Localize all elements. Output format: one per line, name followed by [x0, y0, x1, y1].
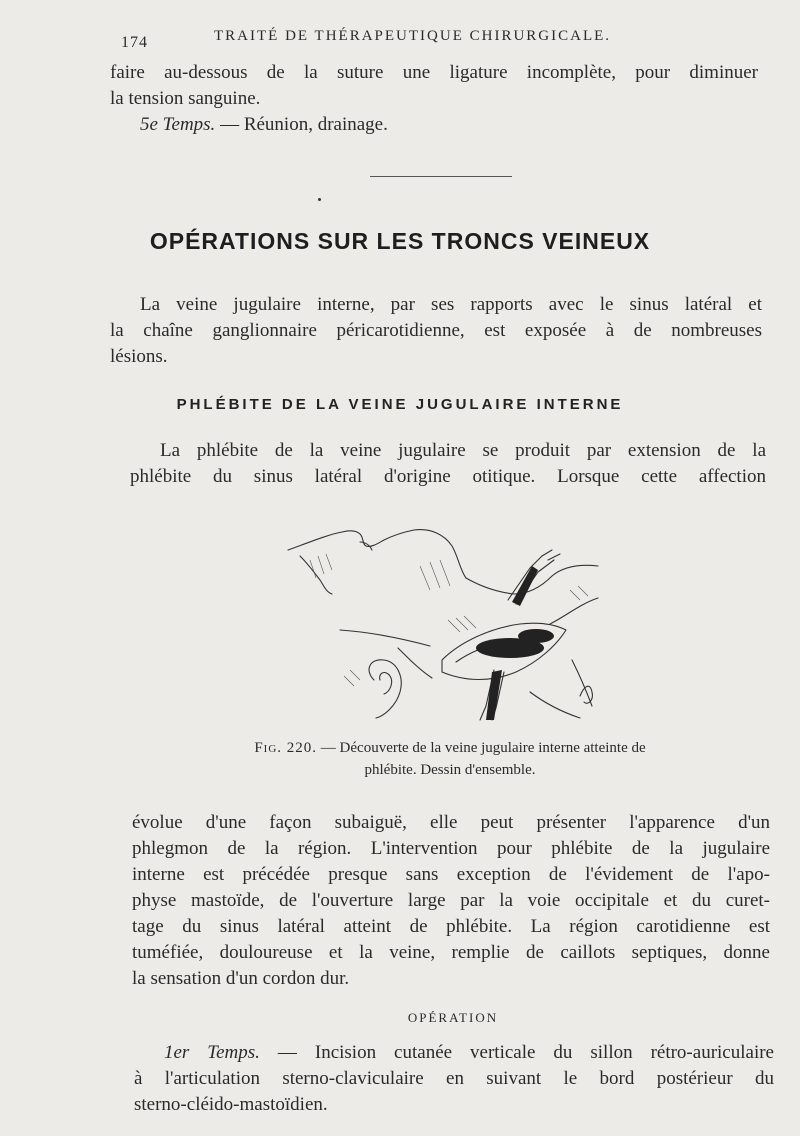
body-line: physe mastoïde, de l'ouverture large par la voie occipitale et du curet-	[132, 890, 770, 911]
operation-paragraph	[134, 1040, 774, 1118]
figure-caption	[200, 737, 700, 781]
body-line: phlébite du sinus latéral d'origine otitique. Lorsque cette affection	[130, 466, 766, 487]
running-title: TRAITÉ DE THÉRAPEUTIQUE CHIRURGICALE.	[214, 28, 612, 44]
body-line: La phlébite de la veine jugulaire se produit par extension de la	[160, 440, 766, 461]
caption-line: phlébite. Dessin d'ensemble.	[364, 762, 536, 778]
subsection-title: PHLÉBITE DE LA VEINE JUGULAIRE INTERNE	[176, 396, 624, 413]
body-line: tage du sinus latéral atteint de phlébite. La région carotidienne est	[132, 916, 770, 937]
body-line: faire au-dessous de la suture une ligature incomplète, pour diminuer	[110, 62, 758, 83]
step-1-label: 1er Temps.	[164, 1042, 260, 1063]
step-1-text: — Incision cutanée verticale du sillon rétro-auriculaire	[259, 1042, 774, 1063]
operation-heading: OPÉRATION	[407, 1010, 499, 1025]
step-1-line	[134, 1040, 774, 1066]
intro-paragraph	[110, 60, 758, 138]
section-divider	[370, 176, 512, 177]
body-line: tuméfiée, douloureuse et la veine, remplie de caillots septiques, donne	[132, 942, 770, 963]
body-line: La veine jugulaire interne, par ses rapports avec le sinus latéral et	[140, 294, 762, 315]
subsection-intro-paragraph	[130, 438, 766, 490]
body-line: lésions.	[110, 346, 168, 367]
section-intro-paragraph	[110, 292, 762, 370]
body-line: sterno-cléido-mastoïdien.	[134, 1094, 328, 1115]
body-line: la chaîne ganglionnaire péricarotidienne, est exposée à de nombreuses	[110, 320, 762, 341]
section-title: OPÉRATIONS SUR LES TRONCS VEINEUX	[149, 228, 651, 254]
surgical-illustration	[280, 520, 610, 728]
step-5-line	[110, 112, 758, 138]
body-line: la tension sanguine.	[110, 88, 261, 109]
caption-text: — Découverte de la veine jugulaire interne atteinte de	[317, 740, 646, 756]
figure-label: Fig. 220.	[254, 740, 318, 756]
ink-dot	[318, 198, 321, 201]
body-line: phlegmon de la région. L'intervention pour phlébite de la jugulaire	[132, 838, 770, 859]
page-header	[118, 22, 678, 51]
step-5-text: — Réunion, drainage.	[215, 114, 388, 135]
body-line: la sensation d'un cordon dur.	[132, 968, 350, 989]
body-line: à l'articulation sterno-claviculaire en suivant le bord postérieur du	[134, 1068, 774, 1089]
step-5-label: 5e Temps.	[140, 114, 216, 135]
body-line: interne est précédée presque sans exception de l'évidement de l'apo-	[132, 864, 770, 885]
caption-line	[200, 737, 700, 759]
continuation-paragraph	[132, 810, 770, 992]
page-number: 174	[121, 34, 148, 51]
body-line: évolue d'une façon subaiguë, elle peut présenter l'apparence d'un	[132, 812, 770, 833]
